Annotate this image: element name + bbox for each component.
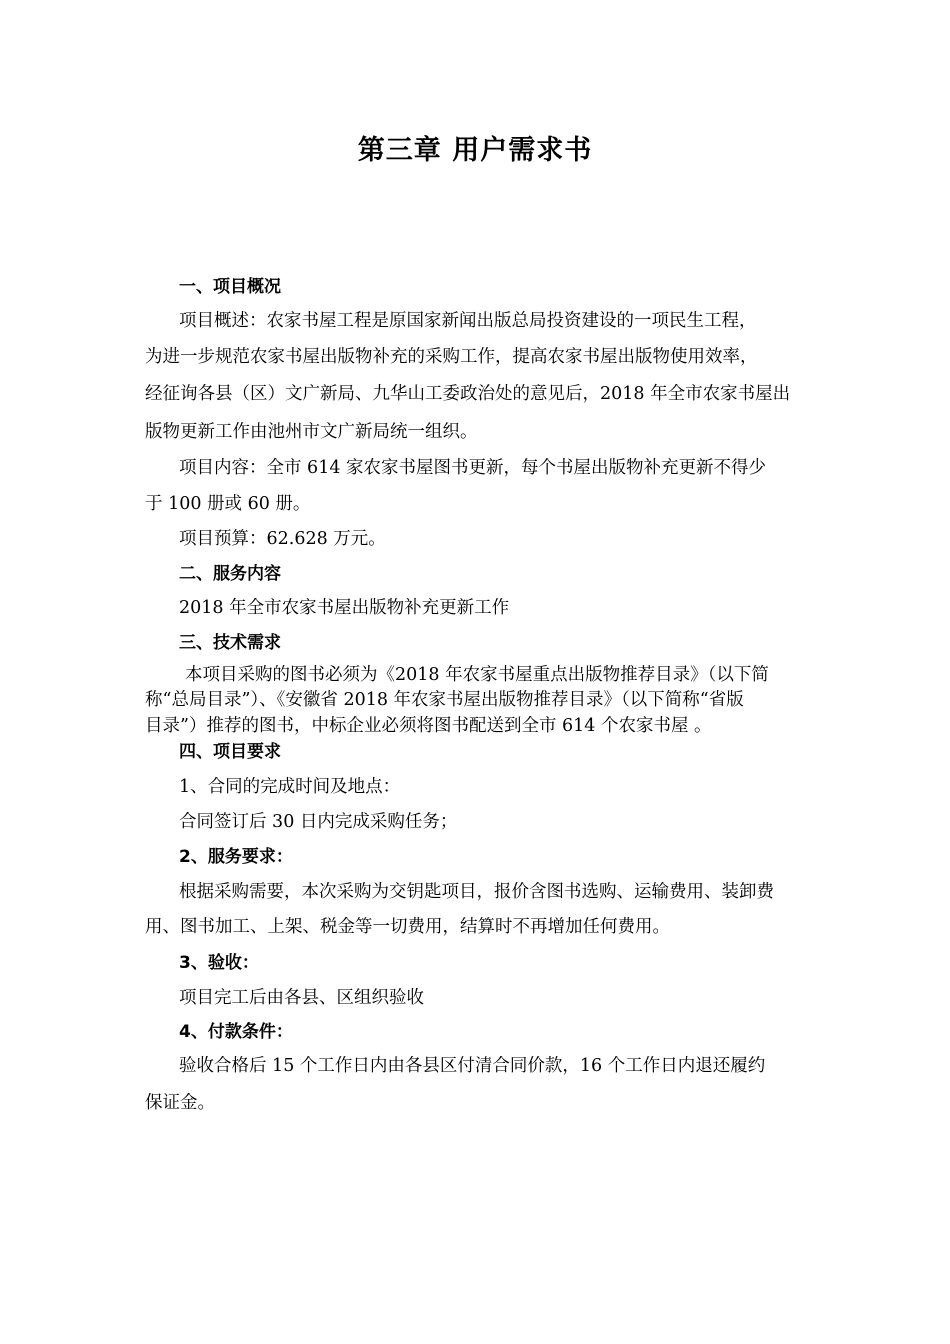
paragraph-line: 项目预算：62.628 万元。 — [179, 529, 386, 549]
paragraph-line: 保证金。 — [145, 1093, 215, 1113]
paragraph-line: 称“总局目录”）、《安徽省 2018 年农家书屋出版物推荐目录》（以下简称“省版 — [145, 690, 744, 710]
section-heading-service: 二、服务内容 — [179, 564, 281, 584]
section-heading-overview: 一、项目概况 — [179, 277, 281, 297]
paragraph-line: 根据采购需要，本次采购为交钥匙项目，报价含图书选购、运输费用、装卸费 — [179, 882, 774, 902]
paragraph-line: 项目内容：全市 614 家农家书屋图书更新，每个书屋出版物补充更新不得少 — [179, 458, 767, 478]
paragraph-line: 用、图书加工、上架、税金等一切费用，结算时不再增加任何费用。 — [145, 917, 670, 937]
paragraph-line: 为进一步规范农家书屋出版物补充的采购工作，提高农家书屋出版物使用效率， — [145, 347, 758, 367]
section-heading-technical: 三、技术需求 — [179, 633, 281, 653]
paragraph-line: 本项目采购的图书必须为《2018 年农家书屋重点出版物推荐目录》（以下简 — [185, 665, 769, 685]
subheading-payment: 4、付款条件： — [179, 1022, 293, 1042]
paragraph-line: 目录”）推荐的图书，中标企业必须将图书配送到全市 614 个农家书屋 。 — [145, 716, 712, 736]
subheading-acceptance: 3、验收： — [179, 953, 259, 973]
paragraph-line: 经征询各县（区）文广新局、九华山工委政治处的意见后，2018 年全市农家书屋出 — [145, 384, 791, 404]
paragraph-line: 合同签订后 30 日内完成采购任务； — [179, 812, 458, 832]
document-title: 第三章 用户需求书 — [357, 135, 593, 166]
paragraph-line: 版物更新工作由池州市文广新局统一组织。 — [145, 422, 478, 442]
paragraph-line: 于 100 册或 60 册。 — [145, 494, 311, 514]
section-heading-requirements: 四、项目要求 — [179, 742, 281, 762]
subheading-service-requirements: 2、服务要求： — [179, 847, 293, 867]
paragraph-line: 项目完工后由各县、区组织验收 — [179, 988, 424, 1008]
paragraph-line: 1、合同的完成时间及地点： — [179, 777, 401, 797]
paragraph-line: 项目概述：农家书屋工程是原国家新闻出版总局投资建设的一项民生工程， — [179, 311, 757, 331]
paragraph-line: 2018 年全市农家书屋出版物补充更新工作 — [179, 598, 510, 618]
paragraph-line: 验收合格后 15 个工作日内由各县区付清合同价款，16 个工作日内退还履约 — [179, 1056, 766, 1076]
